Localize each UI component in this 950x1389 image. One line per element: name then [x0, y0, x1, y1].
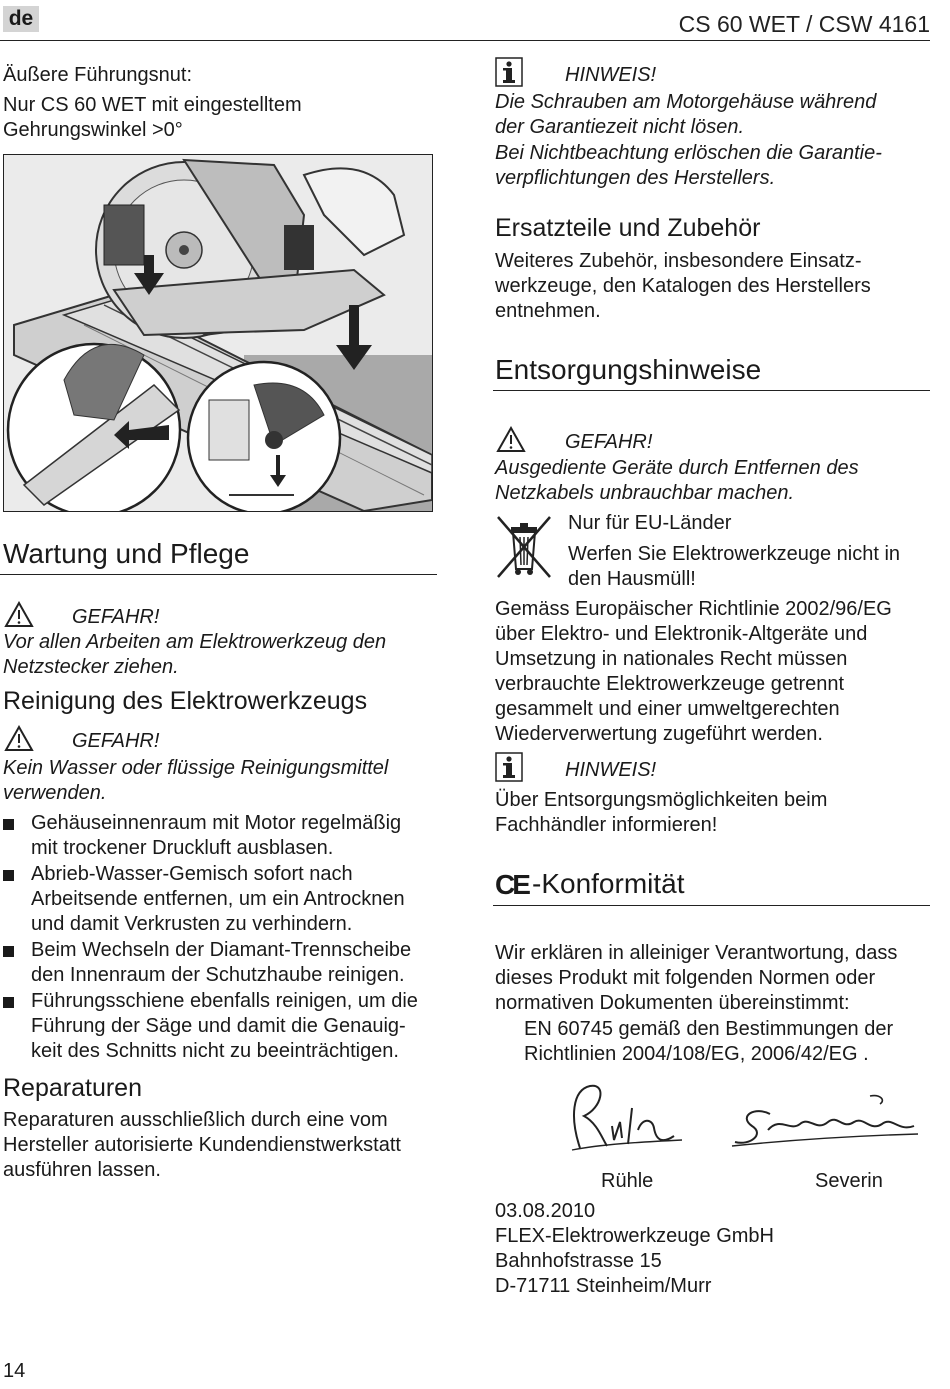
conformity-rule [493, 905, 930, 906]
repairs-text-1: Reparaturen ausschließlich durch eine vom [3, 1109, 388, 1131]
bullet-4-line-1: Führungsschiene ebenfalls reinigen, um die [31, 990, 418, 1012]
info-icon [495, 752, 523, 782]
bullet-1-line-2: mit trockener Druckluft ausblasen. [31, 837, 334, 859]
signature-date: 03.08.2010 [495, 1200, 596, 1222]
model-title: CS 60 WET / CSW 4161 [678, 11, 930, 37]
eu-text-2: den Hausmüll! [568, 568, 696, 590]
disposal-para-3: Umsetzung in nationales Recht müssen [495, 648, 848, 670]
eu-text-1: Werfen Sie Elektrowerkzeuge nicht in [568, 543, 901, 565]
spare-parts-text-3: entnehmen. [495, 300, 601, 322]
language-badge: de [3, 6, 39, 32]
note1-text-4: verpflichtungen des Herstellers. [495, 167, 776, 189]
repairs-heading: Reparaturen [3, 1074, 142, 1102]
header-rule [0, 40, 930, 41]
bullet-marker [3, 946, 14, 957]
company-street: Bahnhofstrasse 15 [495, 1250, 662, 1272]
cleaning-heading: Reinigung des Elektrowerkzeugs [3, 687, 368, 715]
maintenance-warning-text-1: Vor allen Arbeiten am Elektrowerkzeug den [3, 631, 387, 653]
cleaning-warning-text-2: verwenden. [3, 782, 107, 804]
disposal-para-2: über Elektro- und Elektronik-Altgeräte und [495, 623, 868, 645]
saw-illustration [3, 154, 433, 512]
maintenance-warning-label: GEFAHR! [72, 606, 160, 628]
conformity-heading: -Konformität [532, 868, 685, 899]
disposal-note-label: HINWEIS! [565, 759, 657, 781]
cleaning-warning-text-1: Kein Wasser oder flüssige Reinigungsmittel [3, 757, 389, 779]
company-name: FLEX-Elektrowerkzeuge GmbH [495, 1225, 774, 1247]
disposal-warning-label: GEFAHR! [565, 431, 653, 453]
spare-parts-text-2: werkzeuge, den Katalogen des Herstellers [495, 275, 871, 297]
disposal-para-1: Gemäss Europäischer Richtlinie 2002/96/EG [495, 598, 892, 620]
ce-mark: CE [495, 869, 528, 900]
maintenance-heading: Wartung und Pflege [3, 538, 250, 569]
eu-only-label: Nur für EU-Länder [568, 512, 732, 534]
info-icon [495, 57, 523, 87]
maintenance-warning-text-2: Netzstecker ziehen. [3, 656, 179, 678]
outer-groove-title: Äußere Führungsnut: [3, 64, 192, 86]
cleaning-warning-label: GEFAHR! [72, 730, 160, 752]
circular-saw-drawing [4, 155, 432, 511]
note1-text-3: Bei Nichtbeachtung erlöschen die Garantie- [495, 142, 882, 164]
crossed-out-bin-icon [494, 515, 554, 579]
bullet-3-line-2: den Innenraum der Schutzhaube reinigen. [31, 964, 405, 986]
bullet-2-line-2: Arbeitsende entfernen, um ein Antrocknen [31, 888, 405, 910]
disposal-heading: Entsorgungshinweise [495, 354, 762, 385]
warning-triangle-icon [4, 601, 34, 628]
outer-groove-line1: Nur CS 60 WET mit eingestelltem [3, 94, 302, 116]
spare-parts-heading: Ersatzteile und Zubehör [495, 214, 761, 242]
warning-triangle-icon [496, 426, 526, 453]
page-number: 14 [3, 1360, 26, 1382]
conformity-text-2: dieses Produkt mit folgenden Normen oder [495, 967, 876, 989]
disposal-para-5: gesammelt und einer umweltgerechten [495, 698, 840, 720]
signature-severin [730, 1086, 920, 1156]
disposal-note-text-2: Fachhändler informieren! [495, 814, 718, 836]
bullet-2-line-1: Abrieb-Wasser-Gemisch sofort nach [31, 863, 353, 885]
bullet-marker [3, 819, 14, 830]
disposal-rule [493, 390, 930, 391]
company-city: D-71711 Steinheim/Murr [495, 1275, 712, 1297]
conformity-text-5: Richtlinien 2004/108/EG, 2006/42/EG . [524, 1043, 869, 1065]
spare-parts-text-1: Weiteres Zubehör, insbesondere Einsatz- [495, 250, 862, 272]
outer-groove-line2: Gehrungswinkel >0° [3, 119, 183, 141]
disposal-para-4: verbrauchte Elektrowerkzeuge getrennt [495, 673, 845, 695]
bullet-3-line-1: Beim Wechseln der Diamant-Trennscheibe [31, 939, 412, 961]
conformity-text-1: Wir erklären in alleiniger Verantwortung, dass [495, 942, 898, 964]
signature-ruehle [562, 1078, 692, 1158]
bullet-1-line-1: Gehäuseinnenraum mit Motor regelmäßig [31, 812, 402, 834]
disposal-warning-text-1: Ausgediente Geräte durch Entfernen des [495, 457, 859, 479]
bullet-marker [3, 997, 14, 1008]
repairs-text-2: Hersteller autorisierte Kundendienstwerkstatt [3, 1134, 401, 1156]
maintenance-rule [0, 574, 437, 575]
note1-label: HINWEIS! [565, 64, 657, 86]
disposal-para-6: Wiederverwertung zugeführt werden. [495, 723, 823, 745]
bullet-marker [3, 870, 14, 881]
warning-triangle-icon [4, 725, 34, 752]
signatory-ruehle: Rühle [601, 1170, 654, 1192]
disposal-note-text-1: Über Entsorgungsmöglichkeiten beim [495, 789, 828, 811]
note1-text-1: Die Schrauben am Motorgehäuse während [495, 91, 877, 113]
signatory-severin: Severin [815, 1170, 883, 1192]
bullet-2-line-3: und damit Verkrusten zu verhindern. [31, 913, 353, 935]
disposal-warning-text-2: Netzkabels unbrauchbar machen. [495, 482, 795, 504]
bullet-4-line-3: keit des Schnitts nicht zu beeinträchtigen. [31, 1040, 399, 1062]
conformity-text-3: normativen Dokumenten übereinstimmt: [495, 992, 850, 1014]
bullet-4-line-2: Führung der Säge und damit die Genauig- [31, 1015, 406, 1037]
note1-text-2: der Garantiezeit nicht lösen. [495, 116, 745, 138]
repairs-text-3: ausführen lassen. [3, 1159, 161, 1181]
conformity-text-4: EN 60745 gemäß den Bestimmungen der [524, 1018, 894, 1040]
